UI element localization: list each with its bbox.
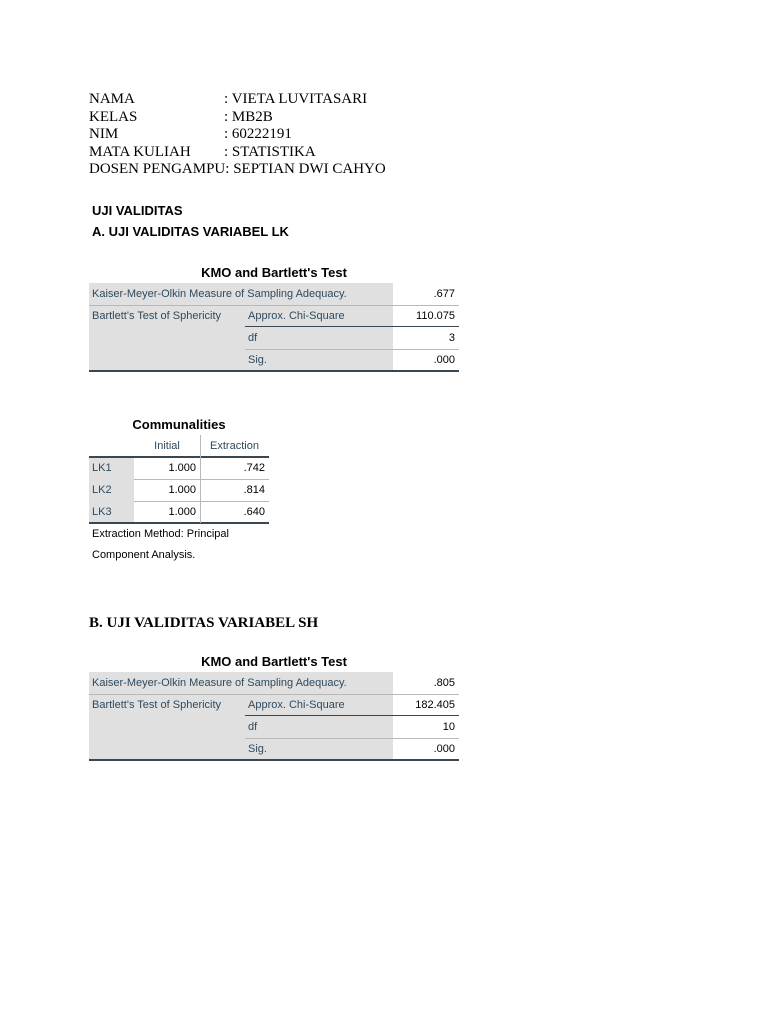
student-identity bbox=[89, 91, 386, 179]
kmo-value: .805 bbox=[433, 677, 455, 689]
identity-value: : 60222191 bbox=[224, 126, 292, 143]
df-value: 10 bbox=[442, 721, 455, 733]
initial-value: 1.000 bbox=[168, 484, 196, 496]
identity-value: : VIETA LUVITASARI bbox=[224, 91, 368, 107]
kmo-value: .677 bbox=[433, 288, 455, 300]
section-heading-a: A. UJI VALIDITAS VARIABEL LK bbox=[92, 224, 289, 239]
table-row-label: LK1 bbox=[89, 457, 134, 479]
identity-row-dosen bbox=[89, 161, 386, 179]
identity-value: : STATISTIKA bbox=[224, 143, 316, 160]
bartlett-label: Bartlett's Test of Sphericity bbox=[89, 305, 245, 371]
column-header-initial: Initial bbox=[154, 440, 180, 452]
identity-label: DOSEN PENGAMPU bbox=[89, 161, 226, 178]
identity-row-kelas bbox=[89, 109, 386, 127]
kmo-label: Kaiser-Meyer-Olkin Measure of Sampling Adequacy. bbox=[89, 672, 393, 694]
chi-square-label: Approx. Chi-Square bbox=[245, 305, 393, 327]
identity-label: NAMA bbox=[89, 91, 135, 107]
bartlett-label: Bartlett's Test of Sphericity bbox=[89, 694, 245, 760]
initial-value: 1.000 bbox=[168, 462, 196, 474]
column-header-extraction: Extraction bbox=[210, 440, 259, 452]
communalities-table bbox=[89, 415, 269, 565]
identity-label: NIM bbox=[89, 126, 119, 143]
table-row-label: LK2 bbox=[89, 479, 134, 501]
kmo-label: Kaiser-Meyer-Olkin Measure of Sampling Adequacy. bbox=[89, 283, 393, 305]
identity-label: KELAS bbox=[89, 108, 138, 125]
identity-row-nim bbox=[89, 126, 386, 144]
table-footnote: Component Analysis. bbox=[92, 549, 196, 561]
identity-value: : MB2B bbox=[224, 108, 273, 125]
section-heading-main: UJI VALIDITAS bbox=[92, 203, 183, 218]
extraction-value: .640 bbox=[243, 506, 265, 518]
sig-value: .000 bbox=[433, 743, 455, 755]
extraction-value: .814 bbox=[243, 484, 265, 496]
section-heading-b: B. UJI VALIDITAS VARIABEL SH bbox=[89, 615, 319, 631]
identity-label: MATA KULIAH bbox=[89, 143, 191, 160]
chi-square-label: Approx. Chi-Square bbox=[245, 694, 393, 716]
sig-label: Sig. bbox=[245, 738, 393, 760]
identity-row-mata-kuliah bbox=[89, 144, 386, 162]
table-row-label: LK3 bbox=[89, 501, 134, 523]
table-title: KMO and Bartlett's Test bbox=[201, 654, 347, 669]
chi-square-value: 110.075 bbox=[416, 310, 455, 322]
df-label: df bbox=[245, 327, 393, 349]
chi-square-value: 182.405 bbox=[415, 699, 455, 711]
table-title: KMO and Bartlett's Test bbox=[201, 265, 347, 280]
kmo-table-a bbox=[89, 263, 459, 371]
extraction-value: .742 bbox=[243, 462, 265, 474]
sig-label: Sig. bbox=[245, 349, 393, 371]
df-value: 3 bbox=[448, 332, 455, 344]
identity-value: : SEPTIAN DWI CAHYO bbox=[225, 161, 386, 178]
initial-value: 1.000 bbox=[168, 506, 196, 518]
table-footnote: Extraction Method: Principal bbox=[92, 528, 229, 540]
identity-row-nama bbox=[89, 91, 386, 109]
kmo-table-b bbox=[89, 652, 459, 760]
table-title: Communalities bbox=[132, 417, 226, 432]
df-label: df bbox=[245, 716, 393, 738]
sig-value: .000 bbox=[433, 354, 455, 366]
